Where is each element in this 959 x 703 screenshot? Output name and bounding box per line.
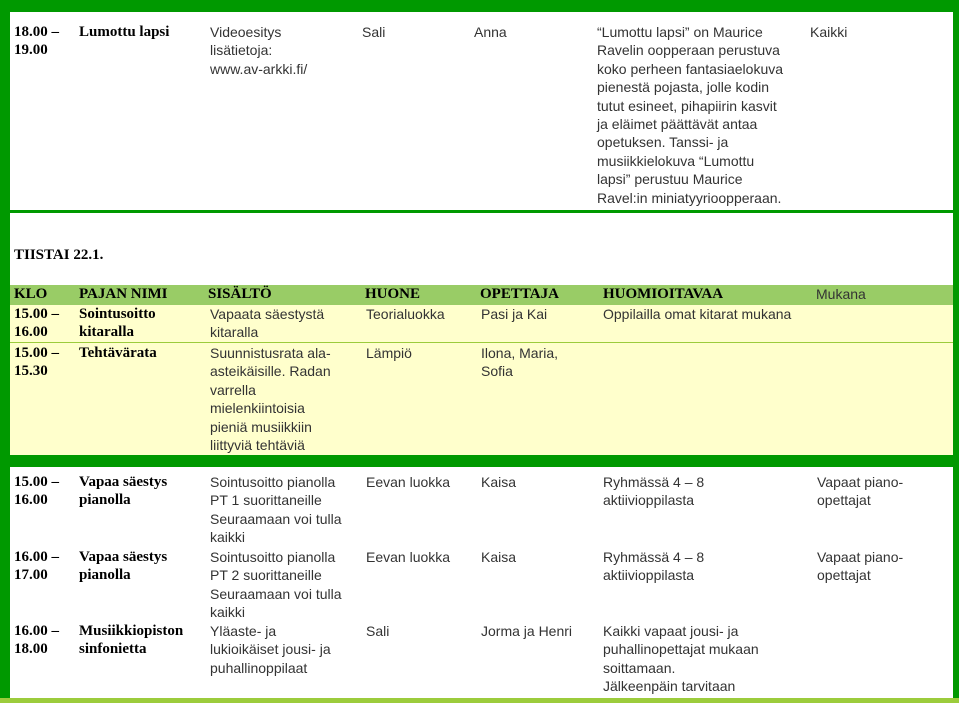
row-notes: Oppilailla omat kitarat mukana [603,306,792,322]
row-content: Sointusoitto pianolla PT 2 suorittaneille Seuraamaan voi tulla kaikki [210,549,342,621]
table-header-row [10,285,953,305]
row-teacher: Kaisa [481,474,517,490]
header-audience: Mukana [816,286,866,302]
row-content: Vapaata säestystä kitaralla [210,306,325,341]
row-teacher: Kaisa [481,549,517,565]
header-name: PAJAN NIMI [79,286,168,302]
row-name: Vapaa säestys pianolla [79,474,168,509]
row-content: Yläaste- ja lukioikäiset jousi- ja puhallinoppilaat [210,623,331,676]
row-time: 16.00 – 18.00 [14,623,59,658]
row-room: Sali [366,623,390,639]
frame-bottom-border [0,698,959,703]
top-time: 18.00 – 19.00 [14,24,59,59]
row-audience: Vapaat piano- opettajat [817,474,904,509]
day-heading: TIISTAI 22.1. [14,247,104,263]
row-name: Vapaa säestys pianolla [79,549,168,584]
row-notes: Kaikki vapaat jousi- ja puhallinopettajat mukaan soittamaan. Jälkeenpäin tarvitaan [603,623,759,695]
row-time: 15.00 – 16.00 [14,306,59,341]
row-time: 15.00 – 16.00 [14,474,59,509]
row-notes: Ryhmässä 4 – 8 aktiivioppilasta [603,474,705,509]
top-audience: Kaikki [810,24,848,40]
top-room: Sali [362,24,386,40]
frame-left-border [0,0,10,703]
row-name: Sointusoitto kitaralla [79,306,156,341]
top-teacher: Anna [474,24,507,40]
row-time: 15.00 – 15.30 [14,345,59,380]
top-workshop-name: Lumottu lapsi [79,24,170,40]
header-notes: HUOMIOITAVAA [603,286,724,302]
row-audience: Vapaat piano- opettajat [817,549,904,584]
row-room: Teorialuokka [366,306,445,322]
row-teacher: Ilona, Maria, Sofia [481,345,559,380]
frame-right-border [953,0,959,703]
row-teacher: Pasi ja Kai [481,306,548,322]
row-room: Eevan luokka [366,549,451,565]
header-teacher: OPETTAJA [480,286,559,302]
row-name: Tehtävärata [79,345,157,361]
top-content: Videoesitys lisätietoja: www.av-arkki.fi/ [210,24,308,77]
header-room: HUONE [365,286,421,302]
row-room: Lämpiö [366,345,412,361]
row-notes: Ryhmässä 4 – 8 aktiivioppilasta [603,549,705,584]
row-teacher: Jorma ja Henri [481,623,573,639]
header-content: SISÄLTÖ [208,286,272,302]
row-content: Suunnistusrata ala- asteikäisille. Radan varrella mielenkiintoisia pieniä musiikkiin liittyviä tehtäviä [210,345,331,454]
header-time: KLO [14,286,48,302]
row-name: Musiikkiopiston sinfonietta [79,623,184,658]
row-room: Eevan luokka [366,474,451,490]
row-content: Sointusoitto pianolla PT 1 suorittaneille Seuraamaan voi tulla kaikki [210,474,342,546]
frame-divider-line [0,455,959,467]
frame-top-border [0,0,959,12]
row-time: 16.00 – 17.00 [14,549,59,584]
top-event-panel [10,12,953,210]
top-notes: “Lumottu lapsi” on Maurice Ravelin oopperaan perustuva koko perheen fantasiaelokuva pienestä pojasta, jolle kodin tutut esineet, pihapiirin kasvit ja eläimet päättävät antaa opetuksen. Tanssi- ja musiikkielokuva “Lumottu lapsi” perustuu Maurice Ravel:in miniatyyrioopperaan. [597,24,784,206]
